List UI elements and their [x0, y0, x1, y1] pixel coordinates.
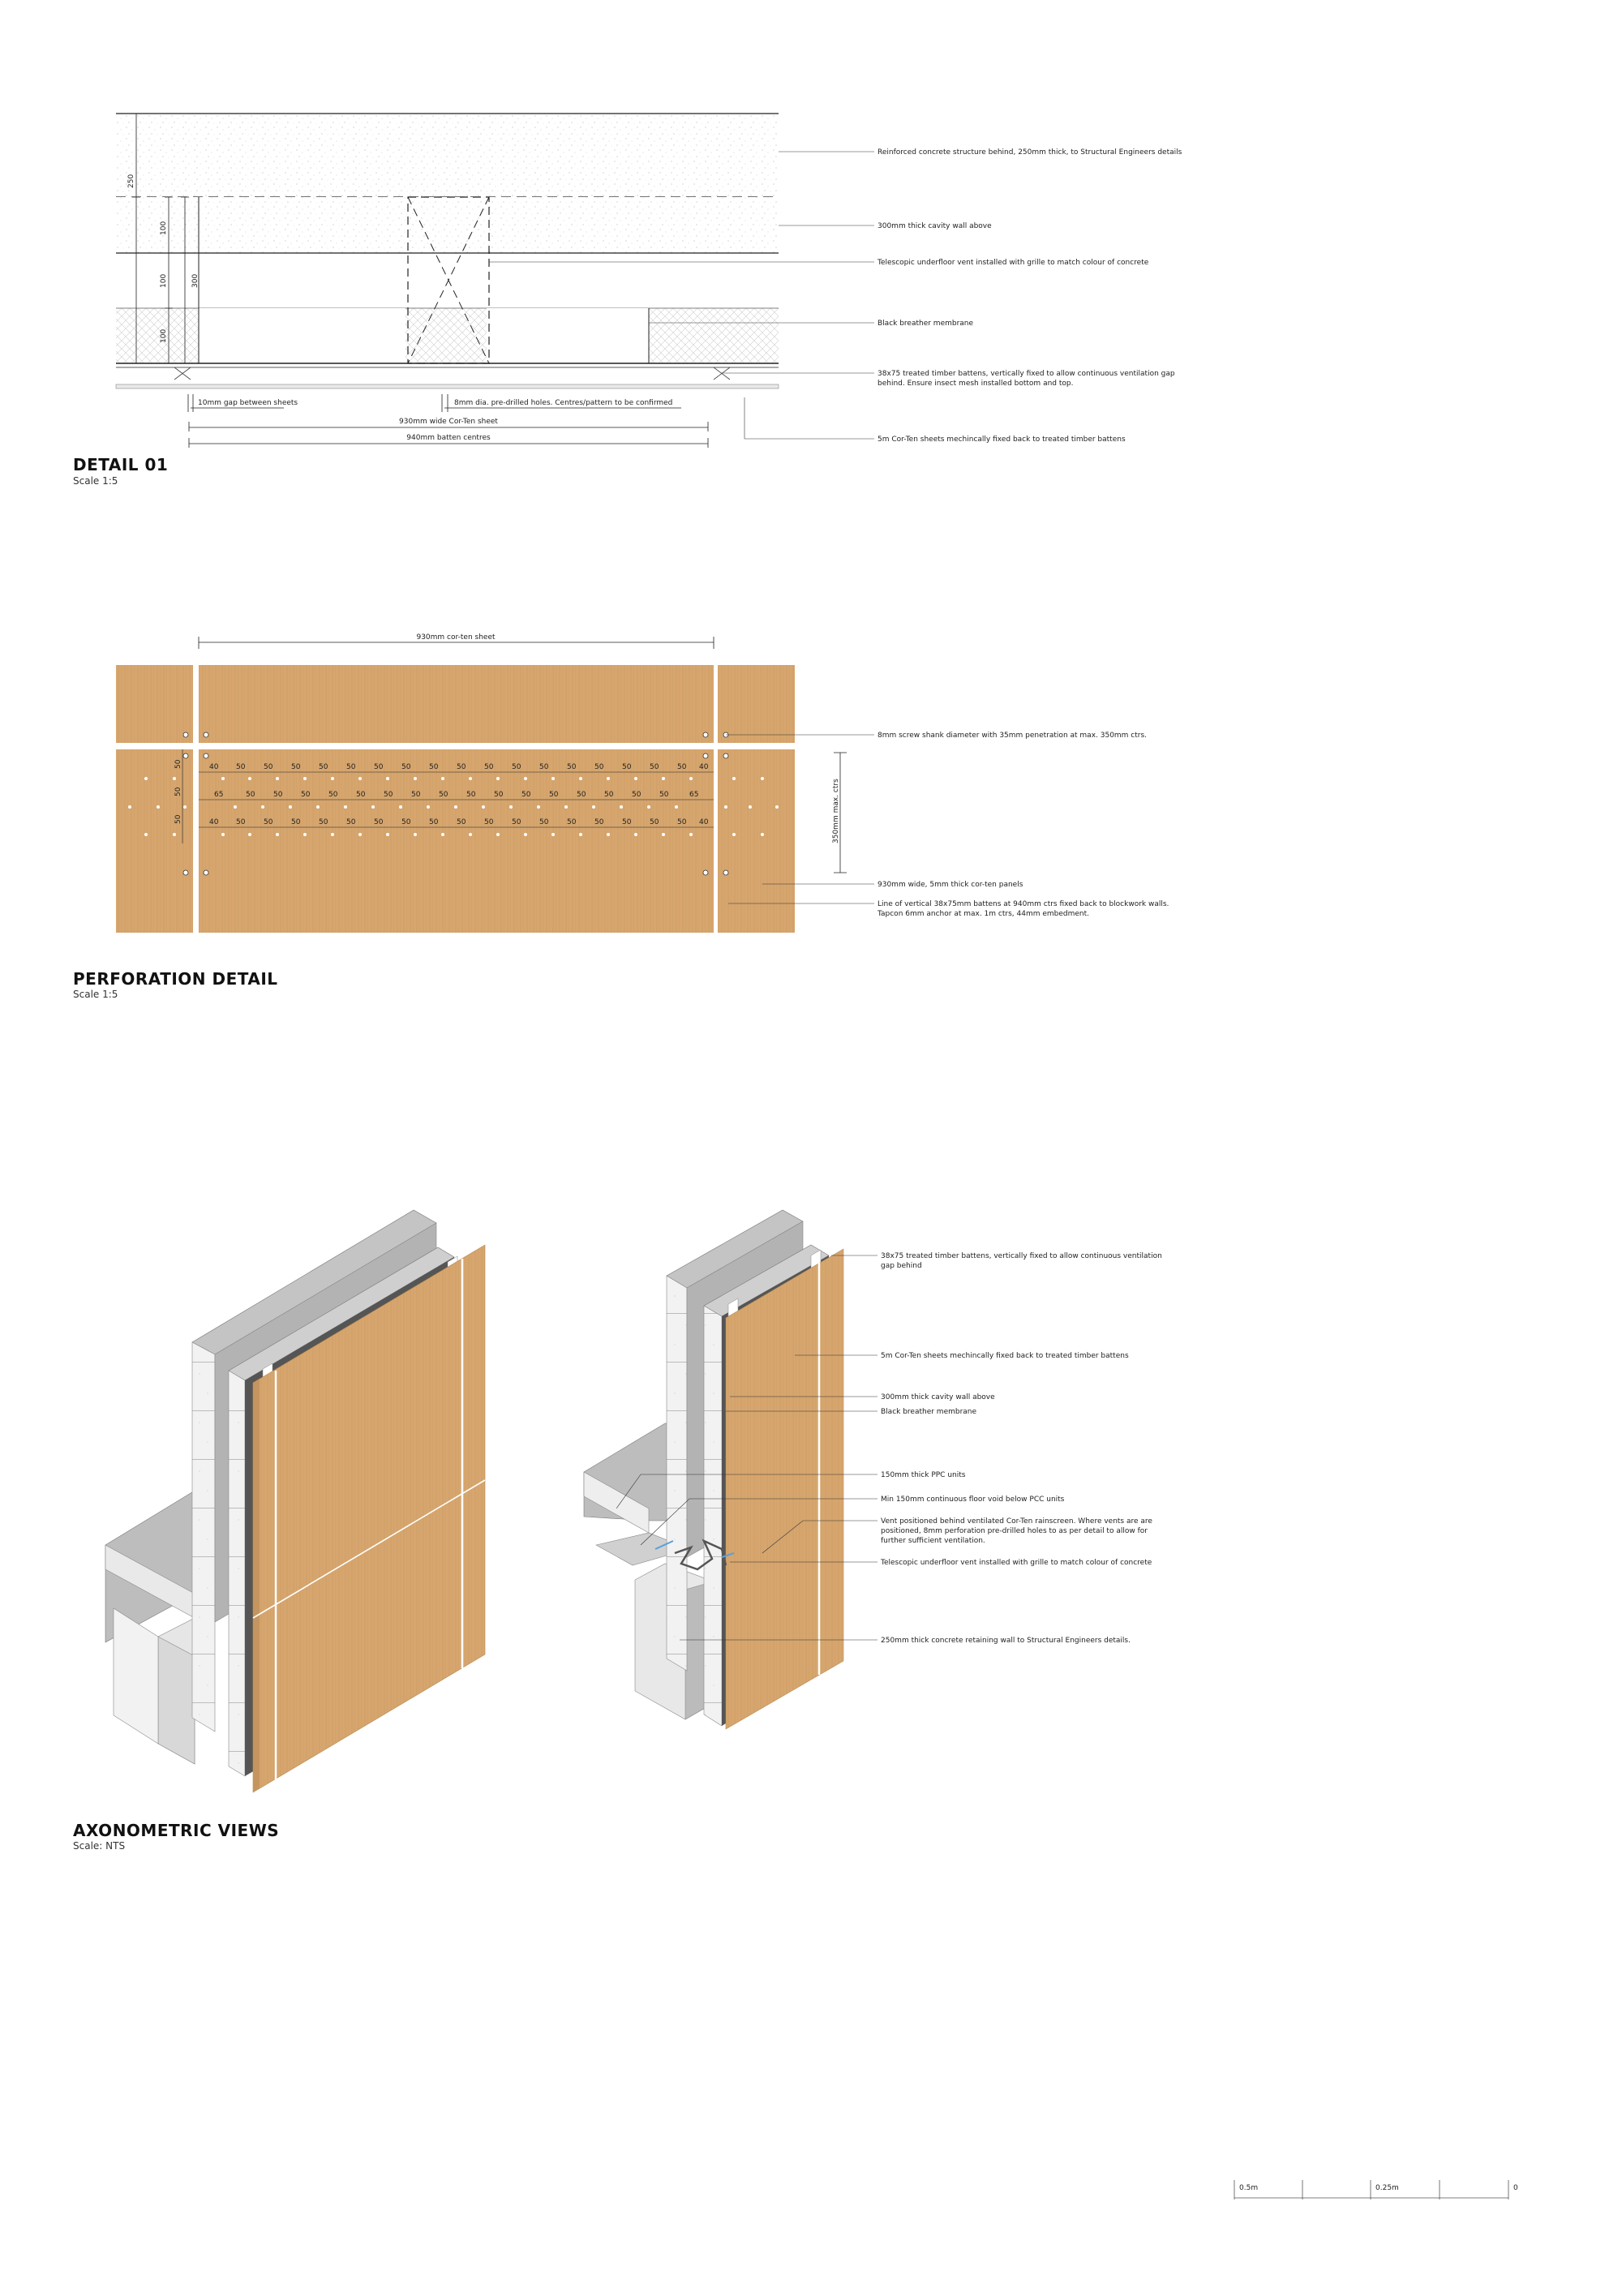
- cavity-wall-zone: [116, 197, 779, 253]
- svg-text:50: 50: [291, 818, 301, 826]
- svg-text:50: 50: [622, 763, 632, 771]
- svg-text:50: 50: [567, 818, 577, 826]
- axonometric-view-left: [105, 1210, 485, 1792]
- perf-row-gap-3: 50: [174, 814, 182, 824]
- perf-note-battens-1: Line of vertical 38x75mm battens at 940mm ctrs fixed back to blockwork walls.: [878, 900, 1169, 908]
- panel-top-left: [116, 665, 193, 743]
- detail01-title: DETAIL 01: [73, 455, 169, 474]
- svg-text:50: 50: [677, 763, 687, 771]
- svg-text:50: 50: [457, 763, 466, 771]
- dim-100-a: 100: [160, 221, 168, 235]
- axo-note-vent-2: positioned, 8mm perforation pre-drilled holes to as per detail to allow for: [881, 1527, 1148, 1535]
- d1-note-concrete: Reinforced concrete structure behind, 250mm thick, to Structural Engineers details: [878, 148, 1182, 157]
- svg-text:50: 50: [236, 763, 246, 771]
- svg-text:50: 50: [512, 818, 521, 826]
- svg-text:50: 50: [346, 763, 356, 771]
- svg-text:50: 50: [604, 791, 614, 799]
- svg-text:50: 50: [429, 818, 439, 826]
- svg-text:50: 50: [411, 791, 421, 799]
- svg-text:50: 50: [484, 818, 494, 826]
- d1-note-battens-2: behind. Ensure insect mesh installed bottom and top.: [878, 380, 1074, 388]
- perf-max-ctrs: 350mm max. ctrs: [832, 779, 840, 843]
- d1-note-battens-1: 38x75 treated timber battens, vertically fixed to allow continuous ventilation gap: [878, 370, 1175, 378]
- svg-text:50: 50: [512, 763, 521, 771]
- svg-text:50: 50: [319, 763, 328, 771]
- svg-text:50: 50: [328, 791, 338, 799]
- svg-text:40: 40: [699, 818, 709, 826]
- d1-note-vent: Telescopic underfloor vent installed with grille to match colour of concrete: [878, 259, 1149, 267]
- svg-text:50: 50: [439, 791, 448, 799]
- svg-text:50: 50: [494, 791, 504, 799]
- svg-text:50: 50: [632, 791, 642, 799]
- scalebar-label-0: 0: [1513, 2184, 1518, 2192]
- panel-top-center: [199, 665, 714, 743]
- perf-note-screw: 8mm screw shank diameter with 35mm penetration at max. 350mm ctrs.: [878, 732, 1148, 740]
- scale-bar: [1234, 2180, 1518, 2199]
- axo-note-floor-void: Min 150mm continuous floor void below PCC units: [881, 1496, 1065, 1504]
- svg-text:65: 65: [214, 791, 224, 799]
- panel-bottom-center: [199, 749, 714, 933]
- perf-row-gap-2: 50: [174, 787, 182, 796]
- svg-text:50: 50: [539, 763, 549, 771]
- axonometric-scale: Scale: NTS: [73, 1840, 126, 1852]
- scalebar-label-0-25m: 0.25m: [1375, 2184, 1399, 2192]
- axo-note-retaining: 250mm thick concrete retaining wall to Structural Engineers details.: [881, 1637, 1131, 1645]
- panel-top-right: [718, 665, 795, 743]
- axo-right-corten-panel: [726, 1249, 843, 1729]
- axo-note-battens-2: gap behind: [881, 1262, 922, 1270]
- axo-note-vent-3: further sufficient ventilation.: [881, 1537, 985, 1545]
- svg-text:65: 65: [689, 791, 699, 799]
- svg-text:50: 50: [484, 763, 494, 771]
- panel-bottom-left: [116, 749, 193, 933]
- svg-text:50: 50: [549, 791, 559, 799]
- perf-row-gap-1: 50: [174, 759, 182, 769]
- perf-note-battens-2: Tapcon 6mm anchor at max. 1m ctrs, 44mm embedment.: [878, 910, 1090, 918]
- svg-text:50: 50: [457, 818, 466, 826]
- dim-100-c: 100: [160, 328, 168, 343]
- svg-text:50: 50: [567, 763, 577, 771]
- svg-text:50: 50: [521, 791, 531, 799]
- svg-text:50: 50: [264, 763, 273, 771]
- perforation-scale: Scale 1:5: [73, 989, 118, 1000]
- perf-note-panels: 930mm wide, 5mm thick cor-ten panels: [878, 881, 1023, 889]
- svg-text:50: 50: [401, 818, 411, 826]
- svg-text:40: 40: [209, 763, 219, 771]
- dim-gap-label: 10mm gap between sheets: [198, 399, 298, 407]
- d1-note-cavity-wall: 300mm thick cavity wall above: [878, 222, 992, 230]
- axo-note-corten: 5m Cor-Ten sheets mechincally fixed back to treated timber battens: [881, 1352, 1129, 1360]
- axonometric-title: AXONOMETRIC VIEWS: [73, 1821, 280, 1840]
- svg-text:50: 50: [401, 763, 411, 771]
- perf-sheet-label: 930mm cor-ten sheet: [416, 633, 496, 642]
- svg-text:50: 50: [622, 818, 632, 826]
- dim-holes-label: 8mm dia. pre-drilled holes. Centres/pattern to be confirmed: [454, 399, 673, 407]
- panel-bottom-right: [718, 749, 795, 933]
- axo-note-battens-1: 38x75 treated timber battens, vertically fixed to allow continuous ventilation: [881, 1252, 1162, 1260]
- svg-text:50: 50: [384, 791, 393, 799]
- svg-text:40: 40: [699, 763, 709, 771]
- svg-text:50: 50: [539, 818, 549, 826]
- svg-text:50: 50: [650, 818, 659, 826]
- svg-text:50: 50: [594, 763, 604, 771]
- axo-note-membrane: Black breather membrane: [881, 1408, 977, 1416]
- svg-text:50: 50: [246, 791, 255, 799]
- svg-text:50: 50: [466, 791, 476, 799]
- corten-sheet-section: [116, 384, 779, 388]
- perforation-title: PERFORATION DETAIL: [73, 969, 278, 989]
- svg-text:50: 50: [319, 818, 328, 826]
- svg-text:50: 50: [429, 763, 439, 771]
- svg-text:50: 50: [677, 818, 687, 826]
- svg-text:50: 50: [291, 763, 301, 771]
- svg-text:50: 50: [374, 763, 384, 771]
- dim-batten-centres-label: 940mm batten centres: [406, 434, 491, 442]
- axo-note-telescopic: Telescopic underfloor vent installed with grille to match colour of concrete: [881, 1559, 1152, 1567]
- svg-text:50: 50: [273, 791, 283, 799]
- svg-text:50: 50: [236, 818, 246, 826]
- detail01-section: [116, 114, 1182, 448]
- svg-text:50: 50: [594, 818, 604, 826]
- d1-note-membrane: Black breather membrane: [878, 320, 974, 328]
- detail01-scale: Scale 1:5: [73, 475, 118, 487]
- d1-note-corten: 5m Cor-Ten sheets mechincally fixed back to treated timber battens: [878, 436, 1126, 444]
- svg-text:50: 50: [374, 818, 384, 826]
- svg-text:50: 50: [356, 791, 366, 799]
- dim-100-b: 100: [160, 273, 168, 288]
- axo-note-vent-1: Vent positioned behind ventilated Cor-Ten rainscreen. Where vents are are: [881, 1517, 1152, 1526]
- scalebar-label-0-5m: 0.5m: [1239, 2184, 1259, 2192]
- concrete-structure: [116, 114, 779, 197]
- svg-text:50: 50: [301, 791, 311, 799]
- dim-300: 300: [191, 273, 200, 288]
- svg-text:50: 50: [264, 818, 273, 826]
- axo-note-ppc: 150mm thick PPC units: [881, 1471, 966, 1479]
- svg-text:50: 50: [650, 763, 659, 771]
- svg-text:40: 40: [209, 818, 219, 826]
- dim-sheet-width-label: 930mm wide Cor-Ten sheet: [399, 418, 498, 426]
- perforation-detail: [116, 633, 1169, 933]
- axo-note-cavity-wall: 300mm thick cavity wall above: [881, 1393, 995, 1401]
- dim-250: 250: [127, 174, 135, 188]
- svg-text:50: 50: [659, 791, 669, 799]
- svg-text:50: 50: [346, 818, 356, 826]
- axonometric-view-right: [584, 1210, 1162, 1729]
- svg-text:50: 50: [577, 791, 586, 799]
